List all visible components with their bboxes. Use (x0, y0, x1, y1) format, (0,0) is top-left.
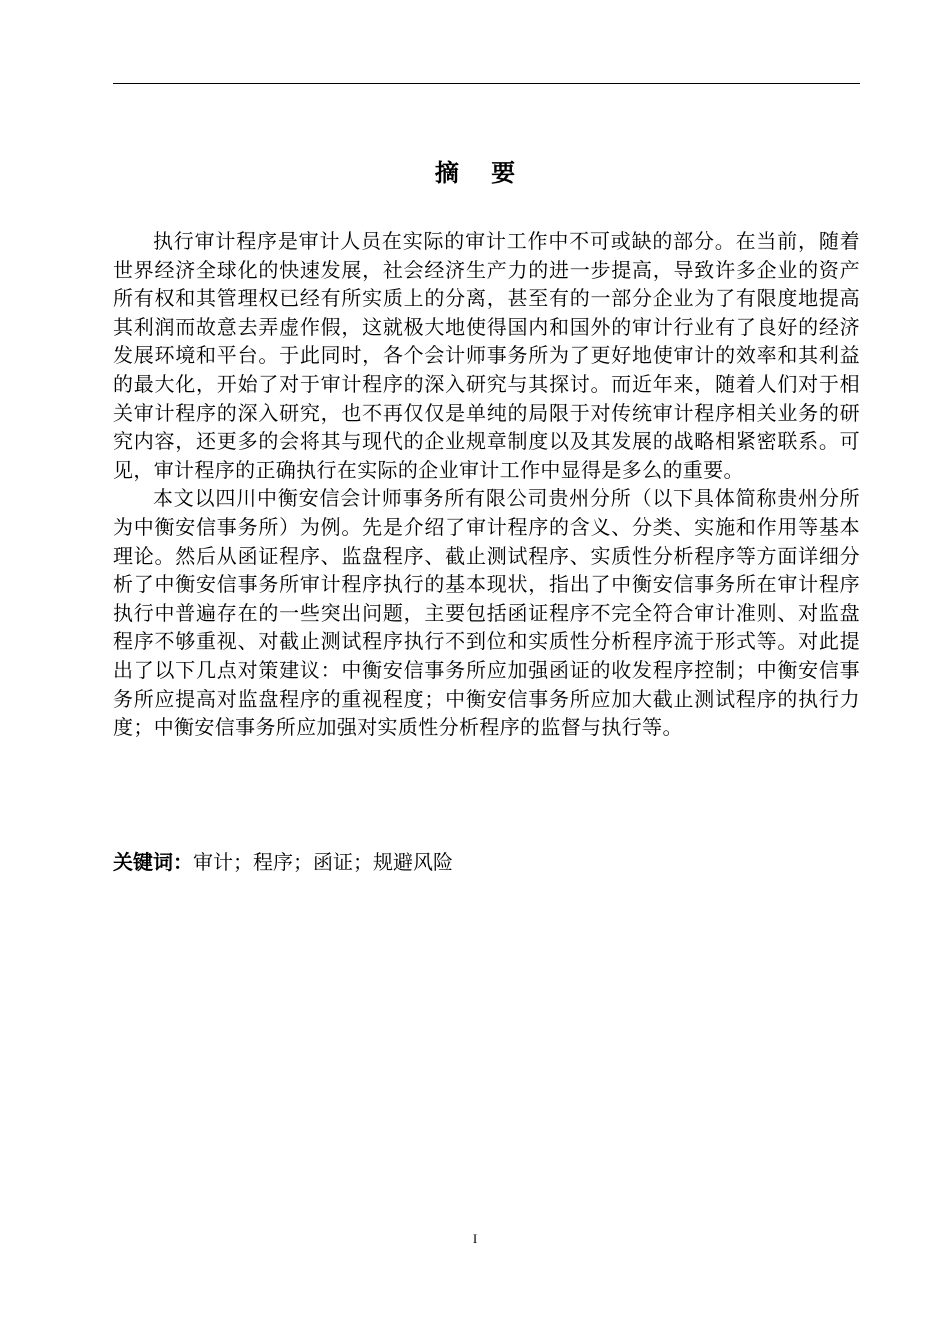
keywords-value: 审计；程序；函证；规避风险 (193, 850, 453, 874)
abstract-paragraph-1: 执行审计程序是审计人员在实际的审计工作中不可或缺的部分。在当前，随着世界经济全球化的快速发展，社会经济生产力的进一步提高，导致许多企业的资产所有权和其管理权已经有所实质上的分离，甚至有的一部分企业为了有限度地提高其利润而故意去弄虚作假，这就极大地使得国内和国外的审计行业有了良好的经济发展环境和平台。于此同时，各个会计师事务所为了更好地使审计的效率和其利益的最大化，开始了对于审计程序的深入研究与其探讨。而近年来，随着人们对于相关审计程序的深入研究，也不再仅仅是单纯的局限于对传统审计程序相关业务的研究内容，还更多的会将其与现代的企业规章制度以及其发展的战略相紧密联系。可见，审计程序的正确执行在实际的企业审计工作中显得是多么的重要。 (113, 229, 860, 482)
abstract-paragraph-2: 本文以四川中衡安信会计师事务所有限公司贵州分所（以下具体简称贵州分所为中衡安信事务所）为例。先是介绍了审计程序的含义、分类、实施和作用等基本理论。然后从函证程序、监盘程序、截止测试程序、实质性分析程序等方面详细分析了中衡安信事务所审计程序执行的基本现状，指出了中衡安信事务所在审计程序执行中普遍存在的一些突出问题，主要包括函证程序不完全符合审计准则、对监盘程序不够重视、对截止测试程序执行不到位和实质性分析程序流于形式等。对此提出了以下几点对策建议：中衡安信事务所应加强函证的收发程序控制；中衡安信事务所应提高对监盘程序的重视程度；中衡安信事务所应加大截止测试程序的执行力度；中衡安信事务所应加强对实质性分析程序的监督与执行等。 (113, 486, 860, 740)
header-rule (113, 83, 860, 84)
abstract-title: 摘 要 (434, 159, 528, 187)
page-number: I (472, 1231, 478, 1246)
keywords-line (113, 848, 860, 876)
abstract-body (113, 227, 860, 742)
keywords-label: 关键词： (113, 850, 193, 874)
